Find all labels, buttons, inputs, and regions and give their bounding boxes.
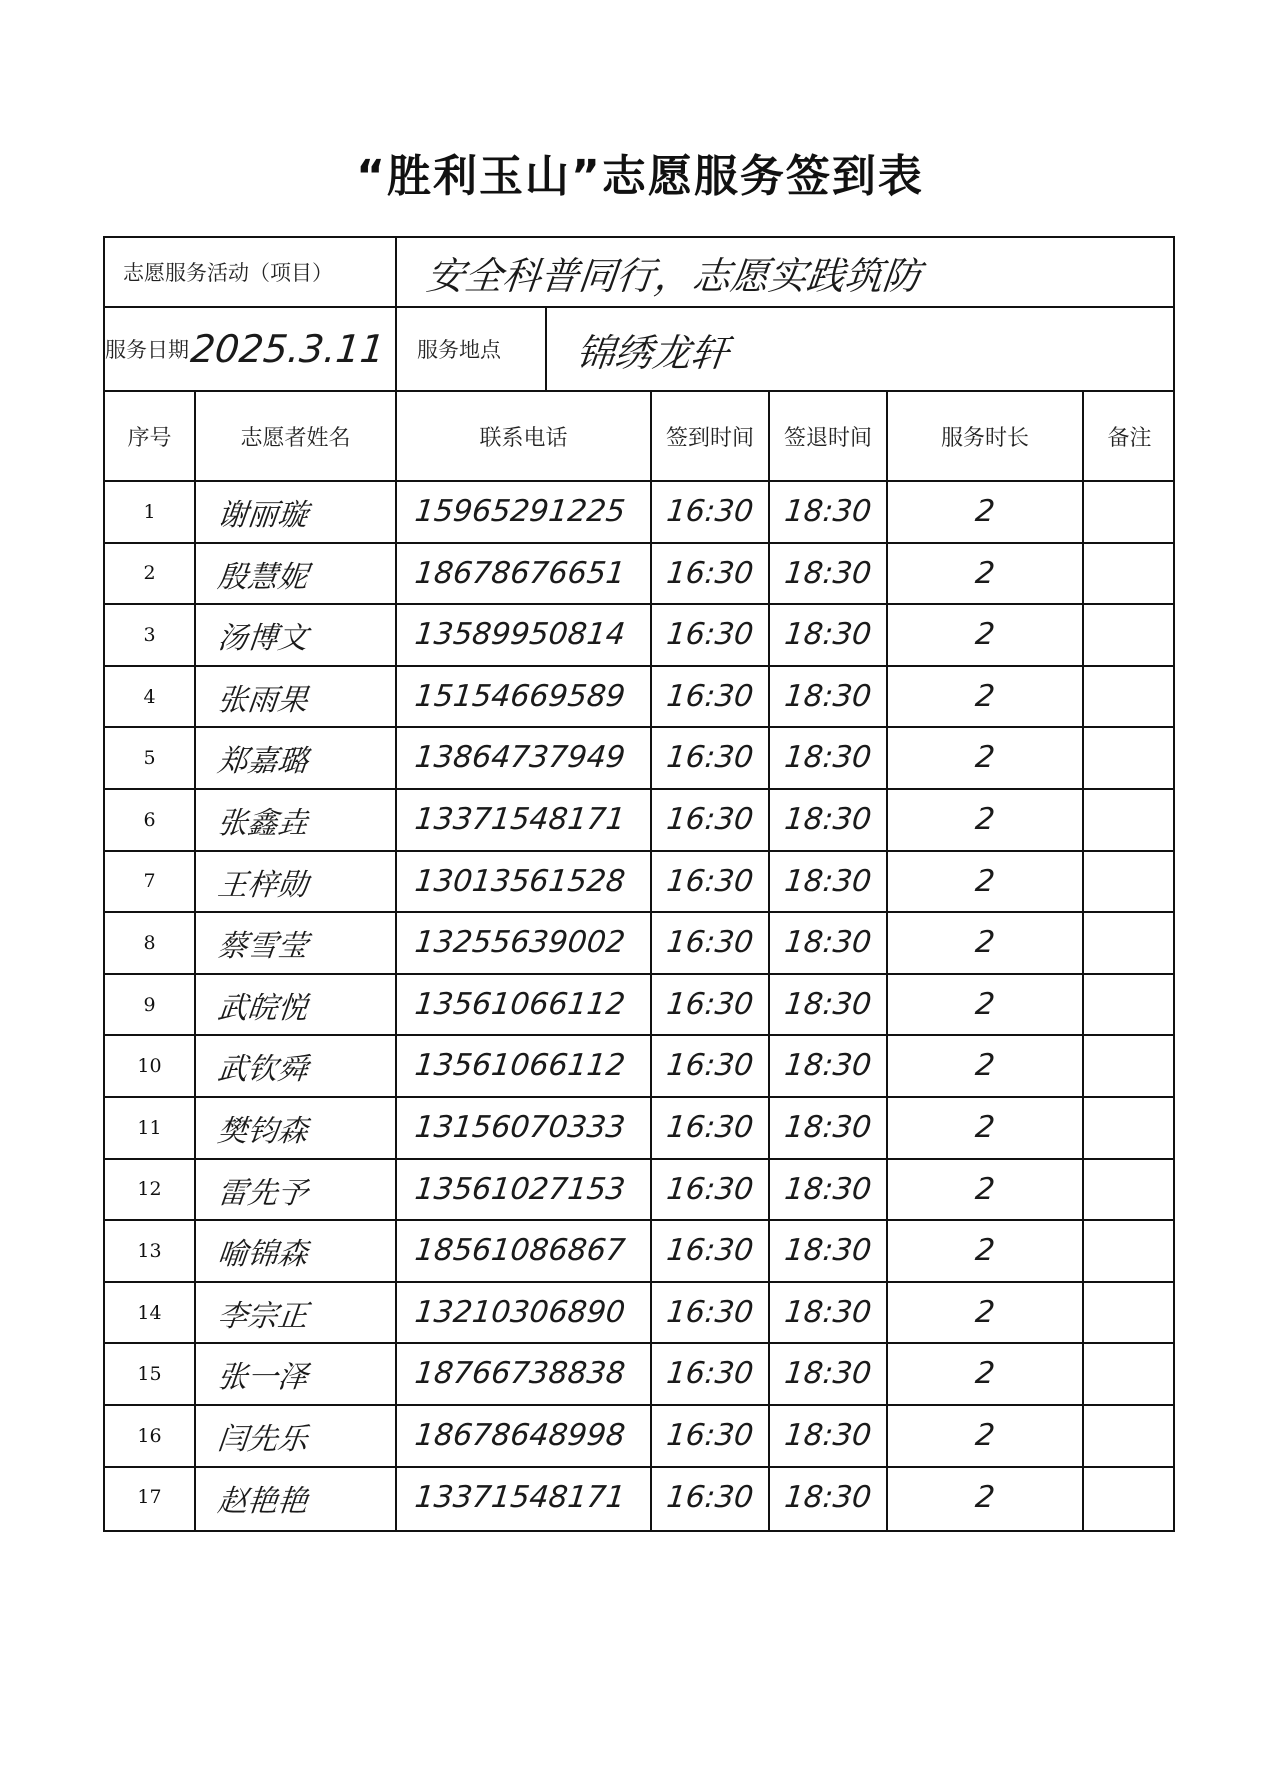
service-hours: 2 — [973, 1110, 997, 1146]
col-header-hours: 服务时长 — [940, 425, 1029, 451]
volunteer-name: 樊钧森 — [215, 1113, 310, 1149]
volunteer-name: 雷先予 — [215, 1175, 310, 1211]
phone-number: 18766738838 — [413, 1356, 627, 1392]
row-no: 12 — [137, 1178, 162, 1201]
note — [1084, 1468, 1175, 1528]
service-location-value: 锦绣龙轩 — [574, 330, 731, 375]
row-no: 11 — [137, 1116, 162, 1139]
volunteer-name: 张鑫垚 — [215, 805, 310, 841]
checkout-time: 18:30 — [782, 1356, 874, 1392]
volunteer-name: 李宗正 — [215, 1298, 310, 1334]
checkout-time: 18:30 — [782, 1110, 874, 1146]
checkin-time: 16:30 — [664, 1479, 756, 1515]
row-no: 13 — [137, 1239, 162, 1262]
row-no: 7 — [143, 870, 156, 893]
service-hours: 2 — [973, 802, 997, 838]
row-no: 10 — [137, 1055, 162, 1078]
phone-number: 13371548171 — [413, 1479, 627, 1515]
service-hours: 2 — [973, 1356, 997, 1392]
phone-number: 13864737949 — [413, 740, 627, 776]
phone-number: 13561066112 — [413, 1048, 627, 1084]
row-no: 2 — [143, 562, 156, 585]
service-hours: 2 — [973, 1418, 997, 1454]
grid-line — [105, 390, 1173, 392]
checkin-time: 16:30 — [664, 1356, 756, 1392]
row-no: 8 — [143, 931, 156, 954]
row-no: 14 — [137, 1301, 162, 1324]
checkin-time: 16:30 — [664, 555, 756, 591]
checkin-time: 16:30 — [664, 494, 756, 530]
phone-number: 13013561528 — [413, 863, 627, 899]
activity-label: 志愿服务活动（项目） — [123, 261, 333, 285]
service-hours: 2 — [973, 987, 997, 1023]
checkout-time: 18:30 — [782, 1479, 874, 1515]
phone-number: 18561086867 — [413, 1233, 627, 1269]
col-header-name: 志愿者姓名 — [240, 425, 351, 451]
service-hours: 2 — [973, 1048, 997, 1084]
phone-number: 15154669589 — [413, 679, 627, 715]
note — [1084, 1098, 1175, 1158]
checkin-time: 16:30 — [664, 740, 756, 776]
service-hours: 2 — [973, 679, 997, 715]
grid-line — [768, 390, 770, 1530]
service-hours: 2 — [973, 1479, 997, 1515]
note — [1084, 1406, 1175, 1466]
col-header-checkout: 签退时间 — [783, 425, 872, 451]
grid-line — [395, 238, 397, 390]
checkout-time: 18:30 — [782, 863, 874, 899]
checkin-time: 16:30 — [664, 925, 756, 961]
grid-line — [105, 480, 1173, 482]
note — [1084, 1344, 1175, 1404]
col-header-note: 备注 — [1107, 425, 1152, 451]
checkout-time: 18:30 — [782, 1233, 874, 1269]
note — [1084, 1160, 1175, 1220]
service-hours: 2 — [973, 617, 997, 653]
phone-number: 13561027153 — [413, 1171, 627, 1207]
row-no: 15 — [137, 1363, 162, 1386]
phone-number: 18678648998 — [413, 1418, 627, 1454]
row-no: 5 — [143, 747, 156, 770]
col-header-no: 序号 — [127, 425, 172, 451]
row-no: 16 — [137, 1424, 162, 1447]
service-location-label: 服务地点 — [417, 338, 501, 362]
note — [1084, 667, 1175, 727]
volunteer-name: 张一泽 — [215, 1360, 310, 1396]
note — [1084, 1221, 1175, 1281]
volunteer-name: 张雨果 — [215, 682, 310, 718]
phone-number: 18678676651 — [413, 555, 627, 591]
service-date-label: 服务日期 — [105, 338, 189, 362]
checkout-time: 18:30 — [782, 1295, 874, 1331]
phone-number: 15965291225 — [413, 494, 627, 530]
checkout-time: 18:30 — [782, 679, 874, 715]
phone-number: 13371548171 — [413, 802, 627, 838]
checkin-time: 16:30 — [664, 863, 756, 899]
volunteer-name: 闫先乐 — [215, 1421, 310, 1457]
note — [1084, 975, 1175, 1035]
checkin-time: 16:30 — [664, 1233, 756, 1269]
service-hours: 2 — [973, 1233, 997, 1269]
phone-number: 13255639002 — [413, 925, 627, 961]
checkin-time: 16:30 — [664, 802, 756, 838]
checkout-time: 18:30 — [782, 1048, 874, 1084]
checkout-time: 18:30 — [782, 1418, 874, 1454]
activity-value: 安全科普同行，志愿实践筑防 — [424, 253, 923, 298]
volunteer-name: 喻锦森 — [215, 1236, 310, 1272]
note — [1084, 544, 1175, 604]
row-no: 3 — [143, 623, 156, 646]
sign-in-sheet — [103, 236, 1175, 1532]
checkout-time: 18:30 — [782, 494, 874, 530]
checkin-time: 16:30 — [664, 679, 756, 715]
checkin-time: 16:30 — [664, 1295, 756, 1331]
service-date-value: 2025.3.11 — [188, 327, 387, 371]
col-header-checkin: 签到时间 — [665, 425, 754, 451]
checkin-time: 16:30 — [664, 617, 756, 653]
grid-line — [545, 308, 547, 390]
row-no: 17 — [137, 1486, 162, 1509]
volunteer-name: 殷慧妮 — [215, 559, 310, 595]
service-hours: 2 — [973, 925, 997, 961]
row-no: 9 — [143, 993, 156, 1016]
service-hours: 2 — [973, 740, 997, 776]
grid-line — [395, 390, 397, 1530]
page-title: “胜利玉山”志愿服务签到表 — [356, 151, 924, 202]
volunteer-name: 武皖悦 — [215, 990, 310, 1026]
note — [1084, 482, 1175, 542]
grid-line — [194, 390, 196, 1530]
service-hours: 2 — [973, 555, 997, 591]
volunteer-name: 赵艳艳 — [215, 1483, 310, 1519]
note — [1084, 913, 1175, 973]
row-no: 4 — [143, 685, 156, 708]
service-hours: 2 — [973, 494, 997, 530]
checkout-time: 18:30 — [782, 617, 874, 653]
note — [1084, 1036, 1175, 1096]
volunteer-name: 谢丽璇 — [215, 497, 310, 533]
row-no: 6 — [143, 808, 156, 831]
volunteer-name: 郑嘉璐 — [215, 744, 310, 780]
volunteer-name: 蔡雪莹 — [215, 928, 310, 964]
note — [1084, 790, 1175, 850]
phone-number: 13156070333 — [413, 1110, 627, 1146]
note — [1084, 1283, 1175, 1343]
phone-number: 13210306890 — [413, 1295, 627, 1331]
service-date-cell — [105, 308, 395, 390]
grid-line — [886, 390, 888, 1530]
checkout-time: 18:30 — [782, 740, 874, 776]
grid-line — [1082, 390, 1084, 1530]
service-hours: 2 — [973, 1295, 997, 1331]
service-hours: 2 — [973, 863, 997, 899]
row-no: 1 — [143, 500, 156, 523]
checkin-time: 16:30 — [664, 1048, 756, 1084]
volunteer-name: 王梓勋 — [215, 867, 310, 903]
checkout-time: 18:30 — [782, 925, 874, 961]
note — [1084, 852, 1175, 912]
checkin-time: 16:30 — [664, 1171, 756, 1207]
checkout-time: 18:30 — [782, 987, 874, 1023]
volunteer-name: 汤博文 — [215, 620, 310, 656]
note — [1084, 605, 1175, 665]
volunteer-name: 武钦舜 — [215, 1052, 310, 1088]
checkin-time: 16:30 — [664, 1418, 756, 1454]
col-header-phone: 联系电话 — [479, 425, 568, 451]
checkout-time: 18:30 — [782, 555, 874, 591]
phone-number: 13589950814 — [413, 617, 627, 653]
note — [1084, 728, 1175, 788]
service-hours: 2 — [973, 1171, 997, 1207]
phone-number: 13561066112 — [413, 987, 627, 1023]
checkin-time: 16:30 — [664, 1110, 756, 1146]
checkout-time: 18:30 — [782, 1171, 874, 1207]
checkout-time: 18:30 — [782, 802, 874, 838]
grid-line — [650, 390, 652, 1530]
grid-line — [105, 306, 1173, 308]
checkin-time: 16:30 — [664, 987, 756, 1023]
